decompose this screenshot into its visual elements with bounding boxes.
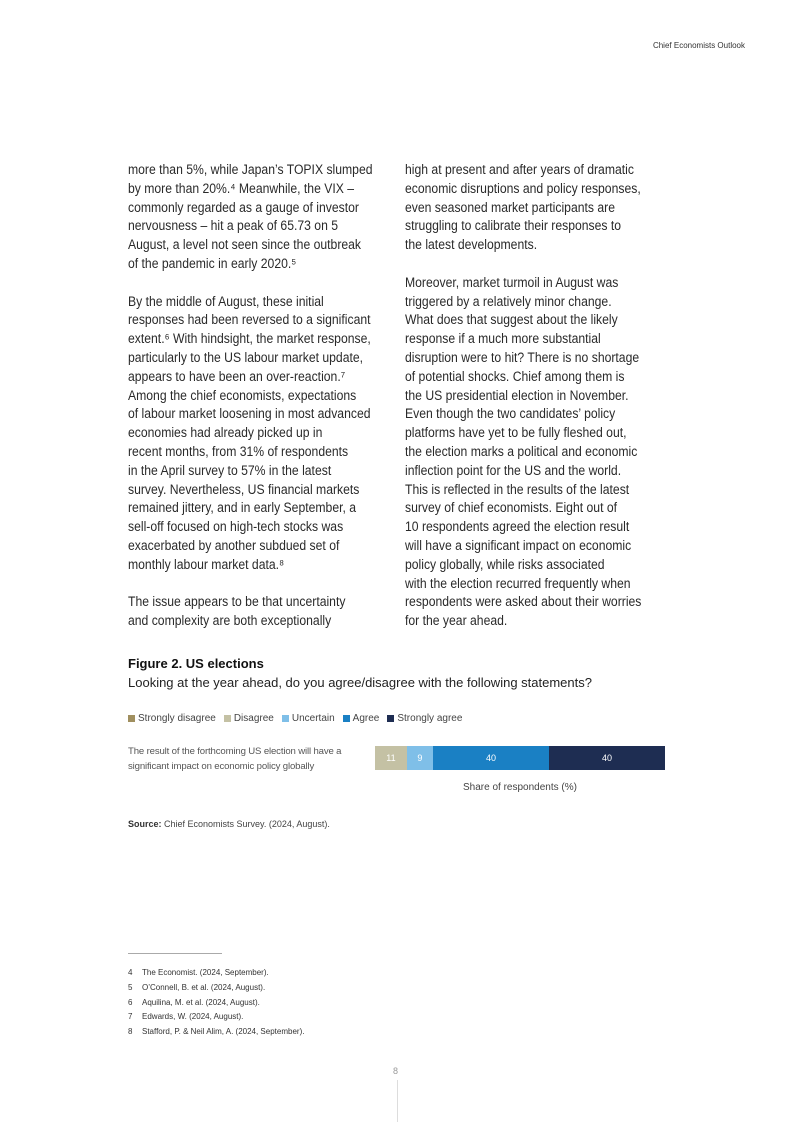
- figure-source: [128, 819, 330, 829]
- source-label: Source:: [128, 819, 162, 829]
- legend-item: [387, 713, 462, 724]
- footnote-text: Aquilina, M. et al. (2024, August).: [142, 997, 260, 1007]
- footnote: [128, 996, 304, 1011]
- footnote-text: O’Connell, B. et al. (2024, August).: [142, 982, 266, 992]
- legend-swatch: [343, 715, 350, 722]
- legend-label: Strongly disagree: [138, 713, 216, 724]
- footnotes: [128, 966, 304, 1040]
- data-label: 9: [417, 753, 423, 763]
- bar-segment-agree: [433, 746, 549, 770]
- footnote-number: 5: [128, 982, 133, 992]
- legend-item: [343, 713, 380, 724]
- data-label: 40: [601, 753, 612, 763]
- x-axis-label: Share of respondents (%): [463, 782, 577, 793]
- footnote-number: 6: [128, 997, 133, 1007]
- bar-segment-strongly-agree: [549, 746, 665, 770]
- footnote: [128, 966, 304, 981]
- footnote: [128, 1010, 304, 1025]
- legend-swatch: [282, 715, 289, 722]
- footnote-text: Stafford, P. & Neil Alim, A. (2024, September).: [142, 1027, 305, 1037]
- running-header: Chief Economists Outlook: [652, 41, 745, 50]
- page-number: 8: [393, 1066, 399, 1076]
- body-left-column: more than 5%, while Japan’s TOPIX slumped by more than 20%.⁴ Meanwhile, the VIX – commonly regarded as a gauge of investor nervousness – hit a peak of 65.73 on 5 August, a level not seen since the outbreak of the pandemic in early 2020.⁵ By the middle of August, these initial responses had been reversed to a significant extent.⁶ With hindsight, the market response, particularly to the US labour market update, appears to have been an over-reaction.⁷ Among the chief economists, expectations of labour market loosening in most advanced economies had already picked up in recent months, from 31% of respondents in the April survey to 57% in the latest survey. Nevertheless, US financial markets remained jittery, and in early September, a sell-off focused on high-tech stocks was exacerbated by another subdued set of monthly labour market data.⁸ The issue appears to be that uncertainty and complexity are both exceptionally: [128, 162, 373, 629]
- chart-category-label: The result of the forthcoming US election will have a significant impact on economic policy globally: [128, 746, 342, 772]
- legend-label: Strongly agree: [397, 713, 463, 724]
- legend-item: [128, 713, 216, 724]
- footnote-text: The Economist. (2024, September).: [142, 968, 269, 977]
- footnote: [128, 981, 304, 996]
- figure-subtitle: Looking at the year ahead, do you agree/disagree with the following statements?: [128, 675, 592, 690]
- body-right-column: high at present and after years of dramatic economic disruptions and policy responses, even seasoned market participants are struggling to calibrate their responses to the latest developments. Moreover, market turmoil in August was triggered by a relatively minor change. What does that suggest about the likely response if a much more substantial disruption were to hit? There is no shortage of potential shocks. Chief among them is the US presidential election in November. Even though the two candidates’ policy platforms have yet to be fully fleshed out, the election marks a political and economic inflection point for the US and the world. This is reflected in the results of the latest survey of chief economists. Eight out of 10 respondents agreed the election result will have a significant impact on economic policy globally, while risks associated with the election recurred frequently when respondents were asked about their worries for the year ahead.: [405, 162, 642, 629]
- legend-label: Disagree: [233, 713, 274, 724]
- figure-title: Figure 2. US elections: [128, 656, 264, 671]
- data-label: 11: [386, 753, 396, 763]
- footnote-number: 8: [128, 1027, 133, 1037]
- footnote-text: Edwards, W. (2024, August).: [142, 1012, 244, 1022]
- footnote-number: 4: [128, 968, 133, 977]
- legend-label: Uncertain: [291, 713, 335, 724]
- footnote-divider: [128, 953, 222, 954]
- legend-item: [282, 713, 335, 724]
- legend-label: Agree: [352, 713, 380, 724]
- footnote: [128, 1025, 304, 1040]
- legend-swatch: [224, 715, 231, 722]
- legend-swatch: [387, 715, 394, 722]
- footnote-number: 7: [128, 1012, 133, 1022]
- chart-legend: [128, 713, 462, 724]
- bar-segment-disagree: [375, 746, 407, 770]
- legend-swatch: [128, 715, 135, 722]
- legend-item: [224, 713, 274, 724]
- data-label: 40: [485, 753, 496, 763]
- bar-segment-uncertain: [407, 746, 433, 770]
- stacked-bar: [375, 746, 665, 770]
- page-number-rule: [397, 1080, 398, 1122]
- source-text: Chief Economists Survey. (2024, August).: [161, 819, 330, 829]
